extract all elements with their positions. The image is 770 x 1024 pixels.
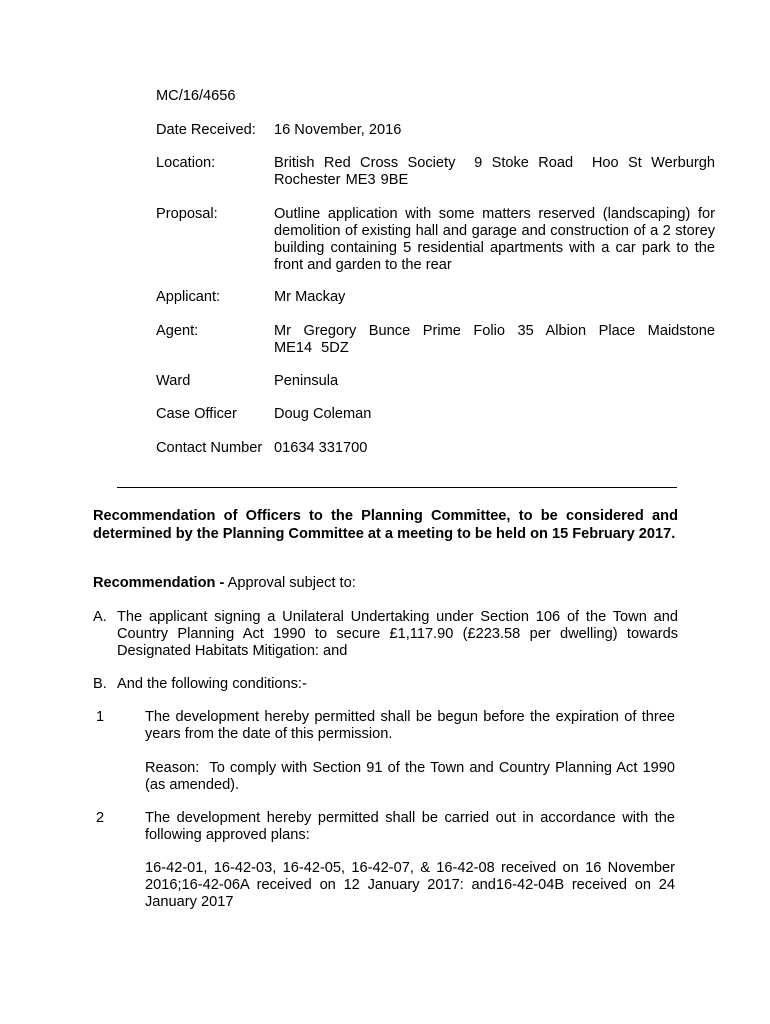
field-label: Location: — [156, 155, 216, 171]
field-label: Applicant: — [156, 289, 221, 305]
item-marker: B. — [93, 676, 107, 692]
condition-number: 2 — [96, 810, 105, 826]
recommendation-heading: Recommendation of Officers to the Planning Committee, to be considered and determined by the Planning Committee at a meeting to be held on 15 February 2017. — [93, 508, 678, 542]
field-label: Proposal: — [156, 206, 218, 222]
condition-number: 1 — [96, 709, 105, 725]
section-divider — [117, 487, 677, 488]
field-value: Mr Gregory Bunce Prime Folio 35 Albion Place Maidstone ME14 5DZ — [274, 323, 715, 356]
field-value: Doug Coleman — [274, 406, 372, 422]
recommendation-line — [93, 575, 356, 592]
item-text: The applicant signing a Unilateral Undertaking under Section 106 of the Town and Country Planning Act 1990 to secure £1,117.90 (£223.58 per dwelling) towards Designated Habitats Mitigation: and — [117, 609, 678, 659]
condition-detail: 16-42-01, 16-42-03, 16-42-05, 16-42-07, & 16-42-08 received on 16 November 2016;16-42-06A received on 12 January 2017: and16-42-04B received on 24 January 2017 — [145, 860, 675, 910]
field-value: Outline application with some matters reserved (landscaping) for demolition of existing hall and garage and construction of a 2 storey building containing 5 residential apartments with a car park to the front and garden to the rear — [274, 206, 715, 273]
field-label: Date Received: — [156, 122, 256, 138]
field-value: 16 November, 2016 — [274, 122, 402, 138]
field-value: Peninsula — [274, 373, 339, 389]
application-reference: MC/16/4656 — [156, 88, 236, 104]
condition-text: The development hereby permitted shall be begun before the expiration of three years from the date of this permission. — [145, 709, 675, 742]
field-value: Mr Mackay — [274, 289, 346, 305]
field-label: Agent: — [156, 323, 199, 339]
recommendation-summary: Approval subject to: — [227, 575, 356, 591]
field-value: British Red Cross Society 9 Stoke Road Hoo St Werburgh Rochester ME3 9BE — [274, 155, 721, 188]
field-label: Case Officer — [156, 406, 237, 422]
item-text: And the following conditions:- — [117, 676, 307, 692]
condition-reason: Reason: To comply with Section 91 of the Town and Country Planning Act 1990 (as amended). — [145, 760, 680, 793]
field-label: Ward — [156, 373, 191, 389]
item-marker: A. — [93, 609, 107, 625]
recommendation-label: Recommendation - — [93, 575, 225, 591]
field-value: 01634 331700 — [274, 440, 368, 456]
field-label: Contact Number — [156, 440, 263, 456]
condition-text: The development hereby permitted shall be carried out in accordance with the following approved plans: — [145, 810, 675, 843]
